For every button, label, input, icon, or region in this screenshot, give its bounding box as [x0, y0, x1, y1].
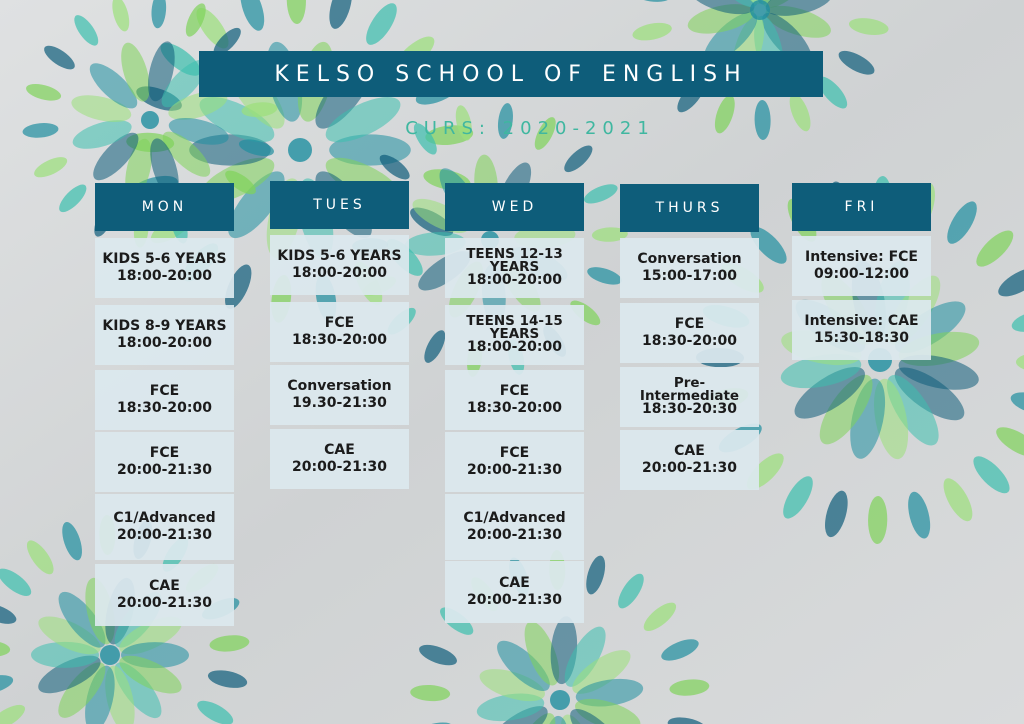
class-time: 18:30-20:30	[642, 401, 737, 418]
class-name: KIDS 5-6 YEARS	[277, 247, 402, 264]
day-header: THURS	[620, 184, 759, 232]
class-slot	[270, 365, 409, 425]
class-name: Conversation	[287, 377, 392, 394]
class-slot	[95, 432, 234, 492]
class-time: 18:30-20:00	[467, 400, 562, 416]
class-name: FCE	[499, 444, 530, 461]
class-slot	[620, 430, 759, 490]
class-name: KIDS 8-9 YEARS	[102, 317, 227, 334]
class-name: CAE	[674, 442, 705, 459]
class-time: 18:00-20:00	[117, 335, 212, 351]
class-time: 09:00-12:00	[814, 266, 909, 282]
class-name: FCE	[324, 314, 355, 331]
class-name: TEENS 12-13 YEARS	[466, 245, 563, 275]
class-time: 18:00-20:00	[467, 339, 562, 356]
watercolor-flower-center	[288, 138, 312, 162]
class-slot	[270, 235, 409, 295]
class-time: 19.30-21:30	[292, 395, 387, 411]
class-name: FCE	[149, 382, 180, 399]
class-slot	[792, 236, 931, 296]
watercolor-flower-center	[141, 111, 159, 129]
class-time: 20:00-21:30	[292, 459, 387, 475]
watercolor-flower-center	[750, 0, 770, 20]
class-name: Intensive: FCE	[805, 248, 918, 265]
class-slot	[445, 432, 584, 492]
day-header: WED	[445, 183, 584, 231]
class-slot	[792, 300, 931, 360]
watercolor-flower-center	[100, 645, 120, 665]
class-name: C1/Advanced	[113, 509, 216, 526]
class-time: 20:00-21:30	[117, 462, 212, 478]
class-slot	[95, 238, 234, 298]
class-slot	[445, 370, 584, 430]
class-slot	[445, 561, 584, 623]
class-name: TEENS 14-15 YEARS	[466, 312, 563, 342]
class-name: FCE	[674, 315, 705, 332]
class-time: 20:00-21:30	[467, 527, 562, 543]
class-time: 18:30-20:00	[292, 332, 387, 348]
day-header: FRI	[792, 183, 931, 231]
day-header: TUES	[270, 181, 409, 229]
class-slot	[445, 494, 584, 560]
class-slot	[445, 238, 584, 298]
class-time: 15:30-18:30	[814, 330, 909, 346]
class-time: 18:30-20:00	[117, 400, 212, 416]
class-time: 20:00-21:30	[117, 595, 212, 611]
class-time: 18:00-20:00	[292, 265, 387, 281]
class-time: 18:00-20:00	[117, 268, 212, 284]
class-name: CAE	[324, 441, 355, 458]
class-slot	[620, 367, 759, 427]
class-slot	[620, 303, 759, 363]
class-time: 20:00-21:30	[642, 460, 737, 476]
watercolor-flower-center	[550, 690, 570, 710]
class-time: 20:00-21:30	[117, 527, 212, 543]
class-name: FCE	[499, 382, 530, 399]
class-name: Conversation	[637, 250, 742, 267]
class-name: CAE	[499, 574, 530, 591]
class-name: FCE	[149, 444, 180, 461]
class-name: Pre-Intermediate	[639, 374, 740, 404]
day-header: MON	[95, 183, 234, 231]
class-name: KIDS 5-6 YEARS	[102, 250, 227, 267]
class-time: 15:00-17:00	[642, 268, 737, 284]
class-slot	[270, 429, 409, 489]
class-slot	[95, 305, 234, 365]
class-slot	[95, 564, 234, 626]
school-title: KELSO SCHOOL OF ENGLISH	[199, 51, 823, 97]
class-slot	[620, 238, 759, 298]
class-name: C1/Advanced	[463, 509, 566, 526]
class-slot	[270, 302, 409, 362]
class-name: Intensive: CAE	[804, 312, 919, 329]
class-name: CAE	[149, 577, 180, 594]
class-slot	[95, 370, 234, 430]
class-time: 20:00-21:30	[467, 592, 562, 608]
class-slot	[445, 305, 584, 365]
class-time: 18:30-20:00	[642, 333, 737, 349]
class-time: 18:00-20:00	[467, 272, 562, 289]
course-year-subtitle: CURS: 2020-2021	[405, 118, 655, 139]
class-time: 20:00-21:30	[467, 462, 562, 478]
class-slot	[95, 494, 234, 560]
